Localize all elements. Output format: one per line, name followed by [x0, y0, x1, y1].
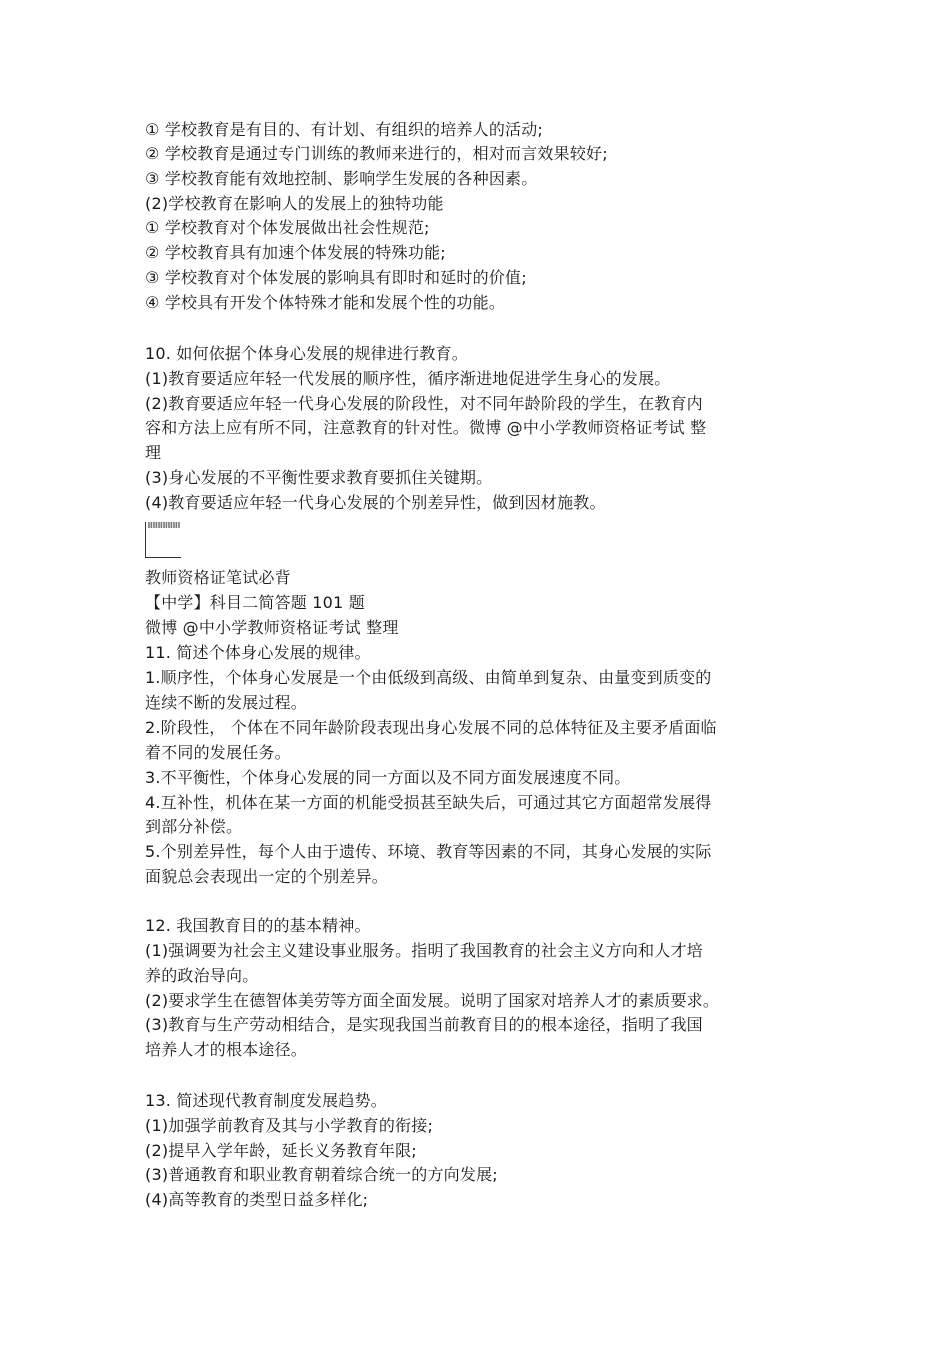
- text-line: ③ 学校教育对个体发展的影响具有即时和延时的价值;: [145, 268, 527, 287]
- question-heading: 10. 如何依据个体身心发展的规律进行教育。: [145, 344, 468, 363]
- header-credit: 微博 @中小学教师资格证考试 整理: [145, 618, 399, 637]
- text-line: 面貌总会表现出一定的个别差异。: [145, 867, 389, 886]
- text-line: ③ 学校教育能有效地控制、影响学生发展的各种因素。: [145, 169, 538, 188]
- text-line: (2)教育要适应年轻一代身心发展的阶段性，对不同年龄阶段的学生，在教育内: [145, 394, 703, 413]
- text-line: 培养人才的根本途径。: [145, 1040, 308, 1059]
- question-heading: 11. 简述个体身心发展的规律。: [145, 643, 371, 662]
- text-line: 容和方法上应有所不同，注意教育的针对性。微博 @中小学教师资格证考试 整: [145, 418, 707, 437]
- text-line: (1)加强学前教育及其与小学教育的衔接;: [145, 1116, 434, 1135]
- text-line: (1)教育要适应年轻一代发展的顺序性，循序渐进地促进学生身心的发展。: [145, 369, 671, 388]
- text-line: 到部分补偿。: [145, 817, 243, 836]
- text-line: 1.顺序性，个体身心发展是一个由低级到高级、由简单到复杂、由量变到质变的: [145, 668, 712, 687]
- text-line: ② 学校教育是通过专门训练的教师来进行的，相对而言效果较好;: [145, 144, 608, 163]
- text-line: (3)教育与生产劳动相结合，是实现我国当前教育目的的根本途径，指明了我国: [145, 1015, 703, 1034]
- question-heading: 12. 我国教育目的的基本精神。: [145, 916, 371, 935]
- text-line: (4)高等教育的类型日益多样化;: [145, 1190, 369, 1209]
- text-line: ② 学校教育具有加速个体发展的特殊功能;: [145, 243, 446, 262]
- text-line: 连续不断的发展过程。: [145, 693, 308, 712]
- text-line: ① 学校教育对个体发展做出社会性规范;: [145, 218, 430, 237]
- text-line: 3.不平衡性，个体身心发展的同一方面以及不同方面发展速度不同。: [145, 768, 631, 787]
- text-line: (4)教育要适应年轻一代身心发展的个别差异性，做到因材施教。: [145, 493, 606, 512]
- text-line: (1)强调要为社会主义建设事业服务。指明了我国教育的社会主义方向和人才培: [145, 941, 703, 960]
- header-subtitle: 【中学】科目二简答题 101 题: [145, 593, 365, 612]
- text-line: 5.个别差异性，每个人由于遗传、环境、教育等因素的不同，其身心发展的实际: [145, 842, 712, 861]
- text-line: (2)要求学生在德智体美劳等方面全面发展。说明了国家对培养人才的素质要求。: [145, 991, 720, 1010]
- text-line: 2.阶段性， 个体在不同年龄阶段表现出身心发展不同的总体特征及主要矛盾面临: [145, 718, 717, 737]
- text-line: 养的政治导向。: [145, 966, 259, 985]
- header-logo-image: [145, 522, 181, 558]
- text-line: (3)普通教育和职业教育朝着综合统一的方向发展;: [145, 1165, 498, 1184]
- text-line: 理: [145, 443, 162, 462]
- text-line: 着不同的发展任务。: [145, 743, 291, 762]
- question-heading: 13. 简述现代教育制度发展趋势。: [145, 1091, 387, 1110]
- text-line: ① 学校教育是有目的、有计划、有组织的培养人的活动;: [145, 120, 544, 139]
- text-line: 4.互补性，机体在某一方面的机能受损甚至缺失后，可通过其它方面超常发展得: [145, 793, 712, 812]
- text-line: (3)身心发展的不平衡性要求教育要抓住关键期。: [145, 468, 493, 487]
- header-title: 教师资格证笔试必背: [145, 568, 291, 587]
- text-line: ④ 学校具有开发个体特殊才能和发展个性的功能。: [145, 293, 506, 312]
- text-line: (2)提早入学年龄，延长义务教育年限;: [145, 1141, 417, 1160]
- text-line: (2)学校教育在影响人的发展上的独特功能: [145, 194, 444, 213]
